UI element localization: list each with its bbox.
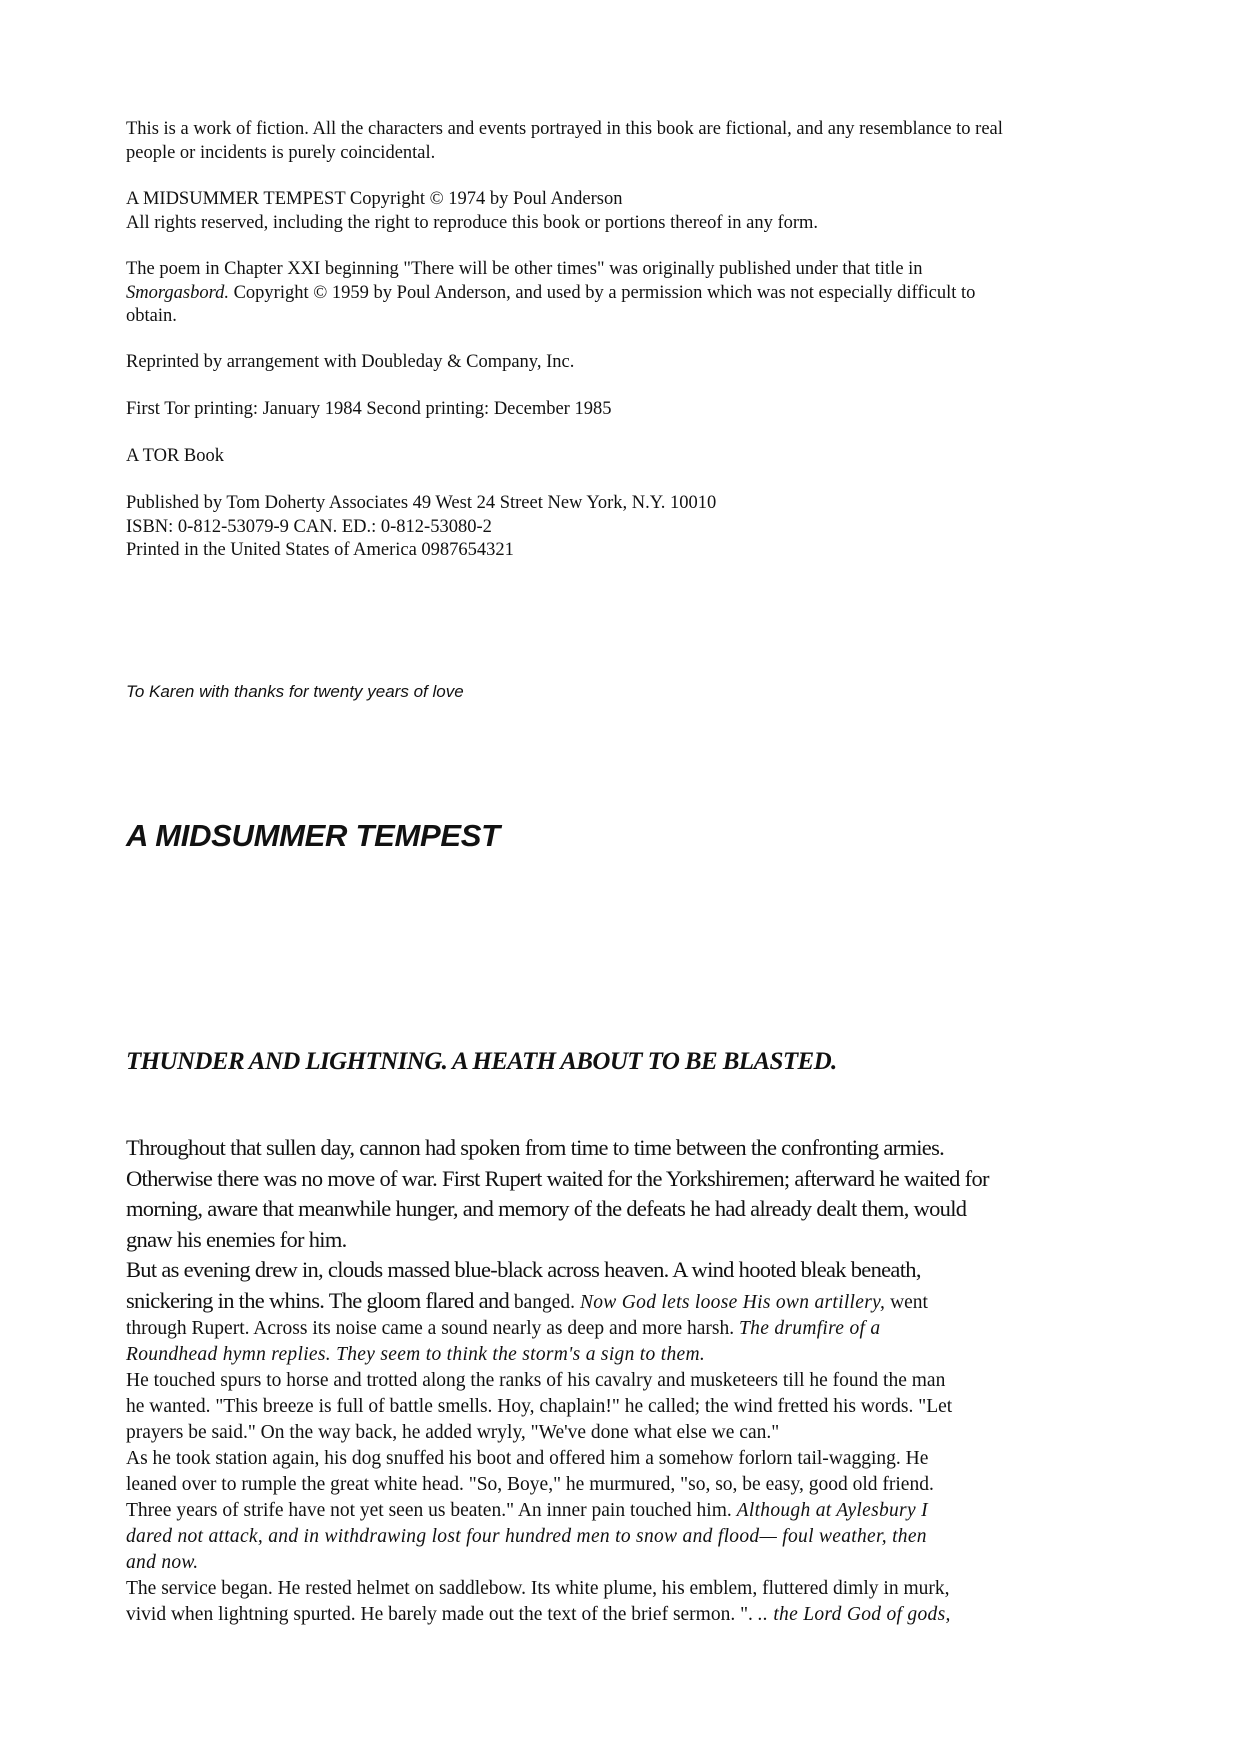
inner-thought: .. the Lord God of gods, bbox=[757, 1604, 951, 1625]
poem-notice-line bbox=[126, 282, 1116, 306]
copyright-line: A MIDSUMMER TEMPEST Copyright © 1974 by Poul Anderson bbox=[126, 189, 623, 209]
text-line: he wanted. "This breeze is full of battle smells. Hoy, chaplain!" he called; the wind fretted his words. "Let bbox=[126, 1396, 953, 1417]
fiction-notice bbox=[126, 118, 1116, 165]
reprint-line: Reprinted by arrangement with Doubleday & Company, Inc. bbox=[126, 352, 575, 372]
text-line bbox=[126, 1342, 1116, 1368]
book-title: A MIDSUMMER TEMPEST bbox=[126, 818, 500, 853]
text-line bbox=[126, 1286, 1116, 1317]
text-span: banged. bbox=[509, 1291, 580, 1313]
text-line: The service began. He rested helmet on saddlebow. Its white plume, his emblem, fluttered dimly in murk, bbox=[126, 1578, 950, 1599]
copyright-block bbox=[126, 188, 1116, 235]
text-span: through Rupert. Across its noise came a sound nearly as deep and more harsh. bbox=[126, 1318, 740, 1339]
printing-history bbox=[126, 398, 1116, 422]
imprint-line: A TOR Book bbox=[126, 446, 225, 466]
poem-notice bbox=[126, 258, 1116, 329]
text-line bbox=[126, 1550, 1116, 1576]
chapter-text bbox=[126, 1133, 1116, 1628]
text-line: gnaw his enemies for him. bbox=[126, 1226, 347, 1252]
isbn-line: ISBN: 0-812-53079-9 CAN. ED.: 0-812-53080-2 bbox=[126, 516, 492, 537]
text-line: Throughout that sullen day, cannon had spoken from time to time between the confronting armies. bbox=[126, 1135, 945, 1160]
dedication: To Karen with thanks for twenty years of love bbox=[126, 682, 464, 701]
poem-source-title: Smorgasbord. bbox=[126, 282, 229, 303]
inner-thought: Although at Aylesbury I bbox=[736, 1500, 928, 1521]
text-line bbox=[126, 1498, 1116, 1524]
inner-thought: Now God lets loose His own artillery, bbox=[579, 1291, 886, 1313]
publisher-line: Published by Tom Doherty Associates 49 West 24 Street New York, N.Y. 10010 bbox=[126, 493, 717, 513]
fiction-notice-line: people or incidents is purely coincidental. bbox=[126, 142, 436, 163]
text-span: snickering in the whins. The gloom flared and bbox=[126, 1287, 509, 1313]
text-line: prayers be said." On the way back, he added wryly, "We've done what else we can." bbox=[126, 1422, 780, 1443]
inner-thought: dared not attack, and in withdrawing lost four hundred men to snow and flood— foul weather, then bbox=[126, 1526, 927, 1547]
text-line: He touched spurs to horse and trotted along the ranks of his cavalry and musketeers till he found the man bbox=[126, 1370, 946, 1391]
publisher-block bbox=[126, 492, 1116, 563]
inner-thought: and now. bbox=[126, 1552, 199, 1573]
chapter-heading: THUNDER AND LIGHTNING. A HEATH ABOUT TO BE BLASTED. bbox=[126, 1048, 837, 1075]
printed-in-line: Printed in the United States of America 0987654321 bbox=[126, 540, 514, 560]
text-line: morning, aware that meanwhile hunger, and memory of the defeats he had already dealt them, would bbox=[126, 1196, 967, 1221]
text-line: But as evening drew in, clouds massed blue-black across heaven. A wind hooted bleak beneath, bbox=[126, 1257, 921, 1282]
text-line bbox=[126, 1602, 1116, 1628]
inner-thought: Roundhead hymn replies. They seem to think the storm's a sign to them. bbox=[126, 1344, 706, 1365]
text-line: Otherwise there was no move of war. First Rupert waited for the Yorkshiremen; afterward he waited for bbox=[126, 1165, 989, 1191]
text-span: Three years of strife have not yet seen us beaten." An inner pain touched him. bbox=[126, 1500, 737, 1521]
reprint-notice bbox=[126, 351, 1116, 375]
text-span: vivid when lightning spurted. He barely made out the text of the brief sermon. ". bbox=[126, 1604, 758, 1625]
poem-notice-line: obtain. bbox=[126, 306, 177, 326]
printing-line: First Tor printing: January 1984 Second printing: December 1985 bbox=[126, 399, 612, 419]
imprint bbox=[126, 445, 1116, 469]
text-line bbox=[126, 1316, 1116, 1342]
text-line bbox=[126, 1524, 1116, 1550]
text-span: went bbox=[885, 1291, 928, 1313]
rights-line: All rights reserved, including the right to reproduce this book or portions thereof in any form. bbox=[126, 212, 819, 233]
text-line: leaned over to rumple the great white head. "So, Boye," he murmured, "so, so, be easy, good old friend. bbox=[126, 1474, 934, 1495]
fiction-notice-line: This is a work of fiction. All the characters and events portrayed in this book are fictional, and any resemblance to real bbox=[126, 119, 1003, 139]
poem-notice-text: Copyright © 1959 by Poul Anderson, and used by a permission which was not especially difficult to bbox=[228, 282, 976, 303]
poem-notice-line: The poem in Chapter XXI beginning "There will be other times" was originally published under that title in bbox=[126, 259, 923, 279]
text-line: As he took station again, his dog snuffed his boot and offered him a somehow forlorn tail-wagging. He bbox=[126, 1448, 929, 1469]
inner-thought: The drumfire of a bbox=[739, 1318, 881, 1339]
